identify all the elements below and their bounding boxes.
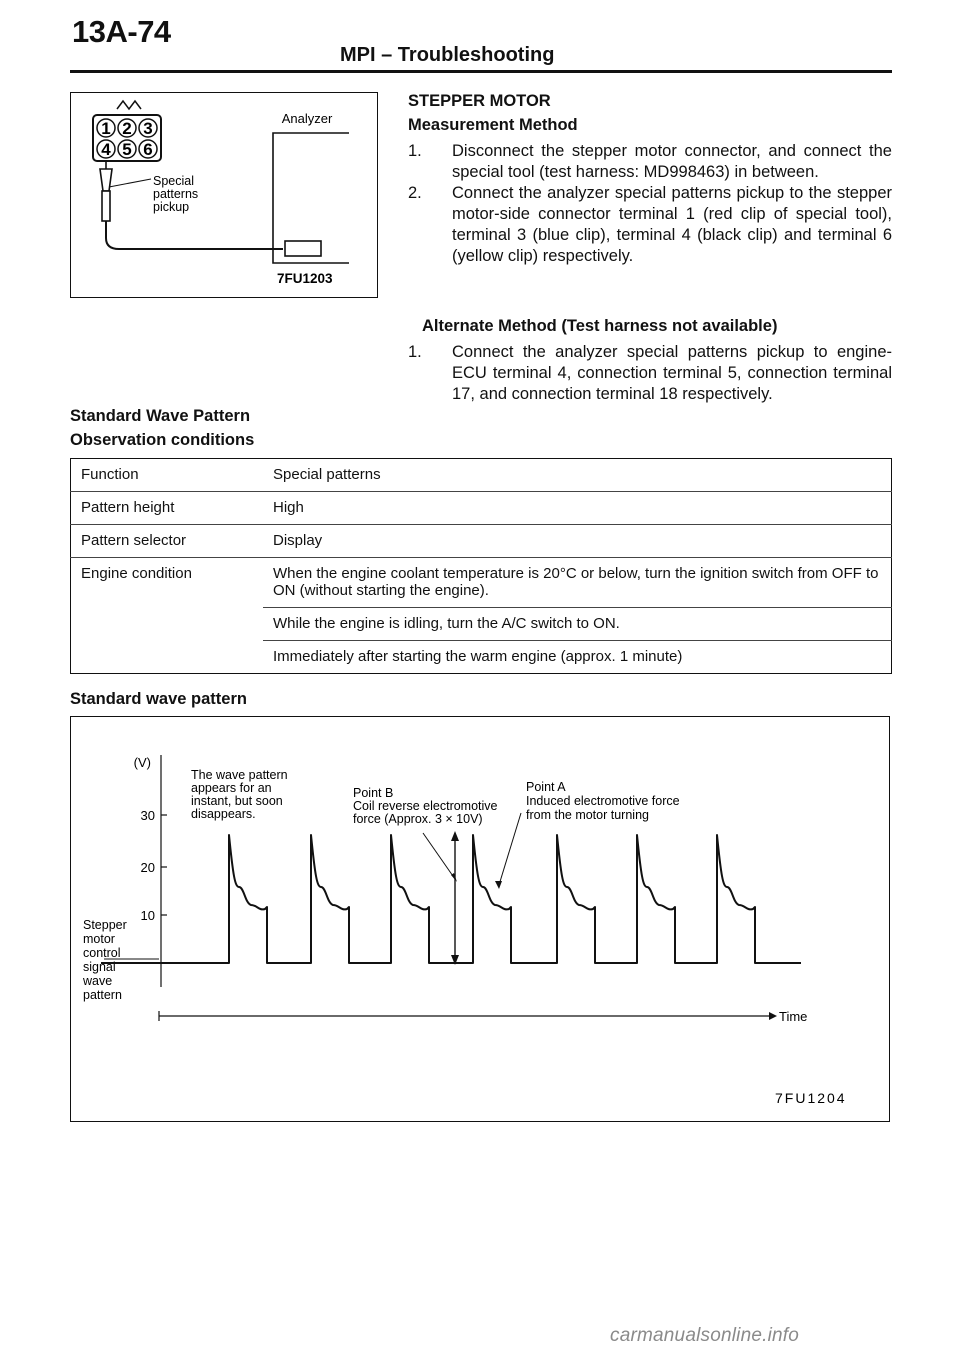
table-row	[71, 525, 892, 558]
y-tick-label: 10	[140, 908, 155, 923]
stepper-title: STEPPER MOTOR	[408, 92, 551, 110]
pin-label: 5	[122, 140, 132, 159]
figure-code: 7FU1204	[775, 1090, 847, 1106]
page-number: 13A-74	[72, 14, 171, 49]
condition-label: Engine condition	[71, 558, 264, 674]
pickup-cable	[106, 221, 283, 249]
watermark: carmanualsonline.info	[610, 1325, 800, 1346]
connector-figure	[70, 92, 378, 298]
pin-label: 4	[101, 140, 111, 159]
point-b-line: Coil reverse electromotive	[353, 799, 498, 813]
probe-body	[102, 191, 110, 221]
step-number: 1.	[408, 142, 422, 160]
pickup-label: patterns	[153, 187, 199, 201]
signal-label	[82, 918, 130, 1002]
condition-value: High	[263, 492, 892, 525]
step-number: 2.	[408, 184, 422, 202]
table-row	[71, 492, 892, 525]
point-a-line: from the motor turning	[526, 808, 649, 822]
y-unit: (V)	[133, 755, 151, 770]
condition-value: When the engine coolant temperature is 20°C or below, turn the ignition switch from OFF to ON (without starting the engine).	[263, 558, 892, 608]
pickup-label: Special	[153, 174, 194, 188]
arrow-icon	[495, 881, 502, 889]
y-tick-label: 20	[140, 860, 155, 875]
note-line: appears for an	[191, 781, 272, 795]
header-rule	[70, 70, 892, 73]
step-text: Connect the analyzer special patterns pickup to engine-ECU terminal 4, connection terminal 5, connection terminal 17, and connection terminal 18 respectively.	[452, 343, 892, 403]
point-b-line: force (Approx. 3 × 10V)	[353, 812, 483, 826]
signal-label-line: pattern	[83, 988, 122, 1002]
alternate-method-title: Alternate Method (Test harness not available)	[422, 317, 778, 335]
connector-latch	[117, 101, 141, 109]
point-b-label	[353, 786, 501, 826]
x-axis-label: Time	[779, 1009, 808, 1024]
signal-label-line: Stepper	[83, 918, 127, 932]
signal-label-line: signal	[83, 960, 116, 974]
method-title: Measurement Method	[408, 116, 578, 134]
leader-line	[109, 179, 151, 187]
observation-conditions-title: Observation conditions	[70, 431, 255, 449]
condition-label: Pattern selector	[71, 525, 264, 558]
condition-label: Pattern height	[71, 492, 264, 525]
note-line: The wave pattern	[191, 768, 288, 782]
pickup-label: pickup	[153, 200, 190, 214]
point-b-leader	[423, 833, 455, 879]
step-1	[408, 141, 892, 183]
connector-diagram	[71, 93, 377, 297]
step-number: 1.	[408, 343, 422, 361]
section-title: MPI – Troubleshooting	[340, 44, 555, 66]
stepper-signal-waveform	[101, 835, 801, 963]
waveform-figure	[70, 716, 890, 1122]
condition-value: While the engine is idling, turn the A/C switch to ON.	[263, 608, 892, 641]
observation-conditions-table	[70, 458, 892, 674]
point-a-line: Induced electromotive force	[526, 794, 680, 808]
table-row	[71, 558, 892, 608]
signal-label-line: wave	[83, 974, 113, 988]
figure-code: 7FU1203	[277, 271, 333, 286]
condition-value: Immediately after starting the warm engine (approx. 1 minute)	[263, 641, 892, 674]
step-text: Disconnect the stepper motor connector, and connect the special tool (test harness: MD998463) in between.	[452, 142, 892, 181]
condition-value: Display	[263, 525, 892, 558]
point-b-line: Point B	[353, 786, 394, 800]
pin-label: 1	[101, 119, 111, 138]
point-a-leader	[499, 813, 521, 885]
note-line: disappears.	[191, 807, 256, 821]
table-row	[71, 459, 892, 492]
arrow-up-icon	[451, 831, 459, 841]
alt-step-1	[408, 342, 892, 405]
analyzer-label: Analyzer	[281, 111, 333, 126]
analyzer-socket	[285, 241, 321, 256]
pin-label: 6	[143, 140, 153, 159]
signal-label-line: control	[83, 946, 121, 960]
point-a-line: Point A	[526, 780, 565, 794]
step-text: Connect the analyzer special patterns pickup to the stepper motor-side connector terminal 1 (red clip of special tool), terminal 3 (blue clip), terminal 4 (black clip) and terminal 6 (yellow clip) respectively.	[452, 184, 892, 265]
point-a-label	[526, 780, 683, 822]
pin-label: 3	[143, 119, 153, 138]
signal-label-line: motor	[83, 932, 115, 946]
time-arrow-icon	[769, 1012, 777, 1020]
condition-label: Function	[71, 459, 264, 492]
note-line: instant, but soon	[191, 794, 283, 808]
step-2	[408, 183, 892, 267]
note-label	[191, 768, 291, 821]
wave-pattern-title: Standard wave pattern	[70, 690, 247, 708]
pin-label: 2	[122, 119, 132, 138]
waveform-diagram	[71, 717, 889, 1121]
standard-wave-title: Standard Wave Pattern	[70, 407, 251, 425]
y-tick-label: 30	[140, 808, 155, 823]
condition-value: Special patterns	[263, 459, 892, 492]
